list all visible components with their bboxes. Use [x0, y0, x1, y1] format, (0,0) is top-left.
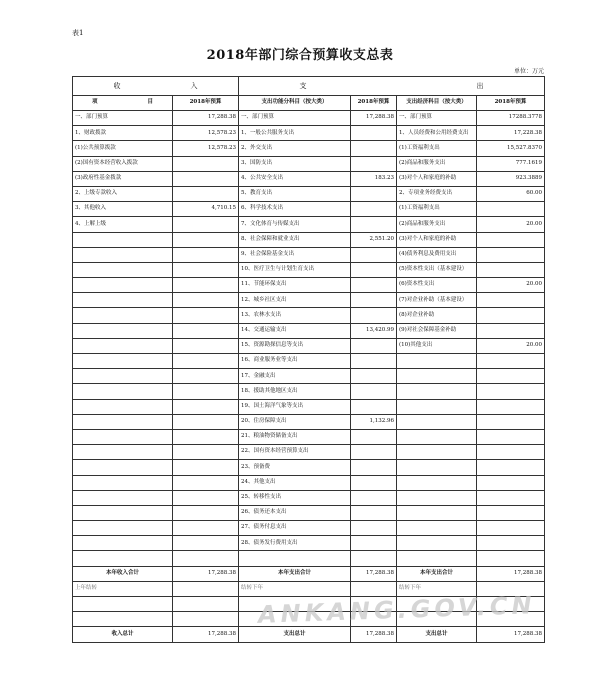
function-item-cell: 9、社会保险基金支出: [239, 247, 351, 262]
income-item-cell: [73, 445, 173, 460]
income-item-cell: [73, 293, 173, 308]
economic-value-cell: [477, 475, 545, 490]
income-item-cell: [73, 338, 173, 353]
income-value-cell: [173, 369, 239, 384]
income-budget-header: 2018年预算: [173, 96, 239, 111]
function-item-cell: 1、一般公共服务支出: [239, 126, 351, 141]
income-value-cell: [173, 445, 239, 460]
income-value-cell: [173, 156, 239, 171]
economic-item-cell: (2)商品和服务支出: [397, 217, 477, 232]
table-row: [73, 308, 545, 323]
economic-value-cell: [477, 505, 545, 520]
function-total-value: 17,288.38: [351, 627, 397, 642]
economic-value-cell: [477, 293, 545, 308]
income-group-header: 收 入: [73, 77, 239, 96]
table-row: [73, 141, 545, 156]
blank-cell: [73, 597, 173, 612]
income-value-cell: [173, 171, 239, 186]
site-watermark: ANKANG.GOV.CN: [257, 591, 537, 629]
function-total-label: 本年支出合计: [239, 566, 351, 581]
income-value-cell: [173, 217, 239, 232]
income-item-cell: (2)国有资本经营收入拨款: [73, 156, 173, 171]
group-header-row: [73, 77, 545, 96]
table-row: [73, 369, 545, 384]
function-item-cell: 16、商业服务业等支出: [239, 354, 351, 369]
function-value-cell: [351, 126, 397, 141]
economic-item-cell: (3)对个人和家庭的补助: [397, 171, 477, 186]
function-item-cell: 14、交通运输支出: [239, 323, 351, 338]
function-item-cell: 18、援助其他地区支出: [239, 384, 351, 399]
next-year-carry-label: 结转下年: [239, 581, 351, 596]
economic-item-cell: [397, 429, 477, 444]
table-row: [73, 521, 545, 536]
income-total-value: 17,288.38: [173, 627, 239, 642]
table-row: [73, 217, 545, 232]
economic-item-cell: [397, 384, 477, 399]
economic-value-cell: 20.00: [477, 338, 545, 353]
table-row: [73, 490, 545, 505]
economic-value-cell: 17288.3778: [477, 111, 545, 126]
table-row: [73, 384, 545, 399]
function-value-cell: [351, 505, 397, 520]
economic-item-cell: 1、人员经费和公用经费支出: [397, 126, 477, 141]
function-item-cell: 2、外交支出: [239, 141, 351, 156]
income-value-cell: [173, 323, 239, 338]
year-total-row: [73, 566, 545, 581]
function-value-cell: [351, 521, 397, 536]
income-value-cell: [173, 460, 239, 475]
function-value-cell: [351, 338, 397, 353]
economic-item-cell: [397, 551, 477, 566]
income-value-cell: [173, 186, 239, 201]
function-item-cell: 6、科学技术支出: [239, 202, 351, 217]
table-row: [73, 475, 545, 490]
table-row: [73, 126, 545, 141]
income-value-cell: [173, 384, 239, 399]
economic-value-cell: [477, 247, 545, 262]
grand-total-row: [73, 627, 545, 642]
income-total-label: 本年收入合计: [73, 566, 173, 581]
function-item-cell: 13、农林水支出: [239, 308, 351, 323]
economic-value-cell: [477, 536, 545, 551]
function-value-cell: [351, 384, 397, 399]
income-item-cell: [73, 262, 173, 277]
economic-item-cell: (3)对个人和家庭的补助: [397, 232, 477, 247]
income-item-cell: 1、财政拨款: [73, 126, 173, 141]
income-item-cell: (1)公共预算拨款: [73, 141, 173, 156]
function-item-cell: 3、国防支出: [239, 156, 351, 171]
function-value-cell: [351, 247, 397, 262]
economic-value-cell: 17,228.38: [477, 126, 545, 141]
economic-item-cell: [397, 490, 477, 505]
economic-value-cell: [477, 414, 545, 429]
income-item-cell: [73, 369, 173, 384]
income-item-cell: 一、部门预算: [73, 111, 173, 126]
table-row: [73, 247, 545, 262]
income-value-cell: [173, 308, 239, 323]
economic-total-label: 本年支出合计: [397, 566, 477, 581]
income-value-cell: 4,710.15: [173, 202, 239, 217]
economic-value-cell: 20.00: [477, 217, 545, 232]
function-value-cell: [351, 156, 397, 171]
income-value-cell: [173, 551, 239, 566]
income-value-cell: 12,578.23: [173, 126, 239, 141]
economic-value-cell: [477, 445, 545, 460]
income-total-label: 收入总计: [73, 627, 173, 642]
economic-item-cell: [397, 369, 477, 384]
function-value-cell: [351, 354, 397, 369]
economic-item-cell: [397, 399, 477, 414]
economic-value-cell: [477, 399, 545, 414]
economic-item-cell: (1)工资福利支出: [397, 202, 477, 217]
income-item-cell: 4、上解上级: [73, 217, 173, 232]
function-value-cell: [351, 308, 397, 323]
function-value-cell: [351, 399, 397, 414]
income-item-cell: [73, 247, 173, 262]
function-value-cell: [351, 460, 397, 475]
function-item-cell: 12、城乡社区支出: [239, 293, 351, 308]
economic-item-cell: (1)工资福利支出: [397, 141, 477, 156]
expense-group-header: 支 出: [239, 77, 545, 96]
economic-item-cell: [397, 505, 477, 520]
budget-summary-table: [72, 76, 545, 643]
economic-value-cell: 60.00: [477, 186, 545, 201]
function-class-header: 支出功能分科目（按大类）: [239, 96, 351, 111]
blank-cell: [173, 612, 239, 627]
income-value-cell: [173, 475, 239, 490]
function-value-cell: [351, 536, 397, 551]
income-value-cell: [173, 505, 239, 520]
economic-item-cell: (9)对社会保障基金补助: [397, 323, 477, 338]
economic-item-cell: (8)对企业补助: [397, 308, 477, 323]
income-item-cell: [73, 505, 173, 520]
income-item-cell: [73, 278, 173, 293]
economic-item-cell: [397, 536, 477, 551]
economic-item-cell: (10)其他支出: [397, 338, 477, 353]
economic-item-cell: [397, 445, 477, 460]
table-row: [73, 460, 545, 475]
function-value-cell: [351, 217, 397, 232]
function-item-cell: 10、医疗卫生与计划生育支出: [239, 262, 351, 277]
next-year-carry-label-2: 结转下年: [397, 581, 477, 596]
function-item-cell: 20、住房保障支出: [239, 414, 351, 429]
function-item-cell: 17、金融支出: [239, 369, 351, 384]
economic-total-label: 支出总计: [397, 627, 477, 642]
function-item-cell: 11、节能环保支出: [239, 278, 351, 293]
income-value-cell: [173, 414, 239, 429]
income-item-cell: [73, 232, 173, 247]
income-item-cell: [73, 429, 173, 444]
function-item-cell: 26、债务还本支出: [239, 505, 351, 520]
function-item-cell: 15、资源勘探信息等支出: [239, 338, 351, 353]
function-value-cell: [351, 141, 397, 156]
function-item-cell: 25、转移性支出: [239, 490, 351, 505]
table-row: [73, 354, 545, 369]
function-item-cell: 19、国土海洋气象等支出: [239, 399, 351, 414]
income-value-cell: [173, 490, 239, 505]
blank-cell: [173, 597, 239, 612]
income-item-cell: [73, 490, 173, 505]
income-item-cell: [73, 475, 173, 490]
income-item-cell: [73, 308, 173, 323]
column-header-row: [73, 96, 545, 111]
function-value-cell: [351, 445, 397, 460]
economic-value-cell: [477, 384, 545, 399]
table-row: [73, 232, 545, 247]
economic-item-cell: 2、专项业务经费支出: [397, 186, 477, 201]
income-value-cell: 12,578.23: [173, 141, 239, 156]
function-value-cell: 17,288.38: [351, 111, 397, 126]
function-item-cell: 27、债务付息支出: [239, 521, 351, 536]
next-year-carry-value: [351, 581, 397, 596]
function-value-cell: [351, 490, 397, 505]
income-item-cell: [73, 384, 173, 399]
table-row: [73, 399, 545, 414]
function-item-cell: 22、国有资本经营预算支出: [239, 445, 351, 460]
income-value-cell: [173, 247, 239, 262]
prior-year-carry-label: 上年结转: [73, 581, 173, 596]
table-row: [73, 111, 545, 126]
income-value-cell: [173, 293, 239, 308]
economic-value-cell: [477, 323, 545, 338]
function-item-cell: [239, 551, 351, 566]
function-value-cell: [351, 429, 397, 444]
function-item-cell: 28、债务发行费用支出: [239, 536, 351, 551]
function-value-cell: [351, 186, 397, 201]
economic-value-cell: [477, 429, 545, 444]
economic-item-cell: [397, 414, 477, 429]
prior-year-carry-value: [173, 581, 239, 596]
table-row: [73, 171, 545, 186]
table-row: [73, 262, 545, 277]
income-item-cell: 2、上级专款收入: [73, 186, 173, 201]
function-value-cell: [351, 278, 397, 293]
function-value-cell: [351, 293, 397, 308]
economic-value-cell: [477, 262, 545, 277]
function-value-cell: 183.23: [351, 171, 397, 186]
economic-item-cell: (6)资本性支出: [397, 278, 477, 293]
economic-item-cell: 一、部门预算: [397, 111, 477, 126]
unit-label: 单位：万元: [513, 68, 544, 75]
economic-value-cell: [477, 202, 545, 217]
income-item-cell: 3、其他收入: [73, 202, 173, 217]
income-value-cell: [173, 429, 239, 444]
income-value-cell: [173, 262, 239, 277]
economic-value-cell: [477, 308, 545, 323]
economic-value-cell: [477, 460, 545, 475]
economic-item-cell: (4)债务利息及费用支出: [397, 247, 477, 262]
function-value-cell: [351, 369, 397, 384]
item-header: 项 目: [73, 96, 173, 111]
table-row: [73, 414, 545, 429]
economic-value-cell: [477, 354, 545, 369]
function-item-cell: 21、粮油物资储备支出: [239, 429, 351, 444]
economic-value-cell: 923.3889: [477, 171, 545, 186]
income-item-cell: (3)政府性基金拨款: [73, 171, 173, 186]
table-row: [73, 323, 545, 338]
table-row: [73, 429, 545, 444]
function-value-cell: [351, 475, 397, 490]
income-value-cell: [173, 536, 239, 551]
function-total-label: 支出总计: [239, 627, 351, 642]
income-item-cell: [73, 354, 173, 369]
function-budget-header: 2018年预算: [351, 96, 397, 111]
function-value-cell: [351, 262, 397, 277]
table-row: [73, 202, 545, 217]
function-value-cell: 13,420.99: [351, 323, 397, 338]
economic-budget-header: 2018年预算: [477, 96, 545, 111]
economic-item-cell: [397, 354, 477, 369]
economic-value-cell: [477, 490, 545, 505]
function-item-cell: 8、社会保障和就业支出: [239, 232, 351, 247]
function-item-cell: 24、其他支出: [239, 475, 351, 490]
economic-item-cell: (7)对企业补助（基本建设）: [397, 293, 477, 308]
economic-value-cell: [477, 521, 545, 536]
function-item-cell: 一、部门预算: [239, 111, 351, 126]
table-row: [73, 156, 545, 171]
economic-item-cell: [397, 475, 477, 490]
table-row: [73, 551, 545, 566]
economic-value-cell: 20.00: [477, 278, 545, 293]
economic-total-value: 17,288.38: [477, 566, 545, 581]
document-title: 2018年部门综合预算收支总表: [206, 48, 394, 63]
function-item-cell: 5、教育支出: [239, 186, 351, 201]
income-item-cell: [73, 414, 173, 429]
economic-class-header: 支出经济科目（按大类）: [397, 96, 477, 111]
economic-item-cell: [397, 521, 477, 536]
income-value-cell: 17,288.38: [173, 111, 239, 126]
function-item-cell: 7、文化体育与传媒支出: [239, 217, 351, 232]
blank-cell: [73, 612, 173, 627]
economic-total-value: 17,288.38: [477, 627, 545, 642]
income-value-cell: [173, 399, 239, 414]
function-total-value: 17,288.38: [351, 566, 397, 581]
function-item-cell: 4、公共安全支出: [239, 171, 351, 186]
function-value-cell: [351, 202, 397, 217]
table-row: [73, 505, 545, 520]
economic-item-cell: (5)资本性支出（基本建设）: [397, 262, 477, 277]
income-item-cell: [73, 551, 173, 566]
table-number-label: 表1: [72, 29, 84, 37]
economic-value-cell: 15,527.8370: [477, 141, 545, 156]
table-row: [73, 445, 545, 460]
function-item-cell: 23、预备费: [239, 460, 351, 475]
income-item-cell: [73, 323, 173, 338]
table-row: [73, 338, 545, 353]
table-row: [73, 536, 545, 551]
income-total-value: 17,288.38: [173, 566, 239, 581]
income-value-cell: [173, 232, 239, 247]
income-value-cell: [173, 338, 239, 353]
economic-value-cell: [477, 369, 545, 384]
function-value-cell: 1,132.96: [351, 414, 397, 429]
income-item-cell: [73, 521, 173, 536]
income-value-cell: [173, 521, 239, 536]
economic-value-cell: [477, 232, 545, 247]
table-row: [73, 278, 545, 293]
table-row: [73, 186, 545, 201]
income-value-cell: [173, 278, 239, 293]
function-value-cell: 2,551.20: [351, 232, 397, 247]
economic-value-cell: 777.1619: [477, 156, 545, 171]
income-item-cell: [73, 399, 173, 414]
economic-item-cell: [397, 460, 477, 475]
income-item-cell: [73, 460, 173, 475]
function-value-cell: [351, 551, 397, 566]
table-row: [73, 293, 545, 308]
income-item-cell: [73, 536, 173, 551]
income-value-cell: [173, 354, 239, 369]
economic-item-cell: (2)商品和服务支出: [397, 156, 477, 171]
economic-value-cell: [477, 551, 545, 566]
